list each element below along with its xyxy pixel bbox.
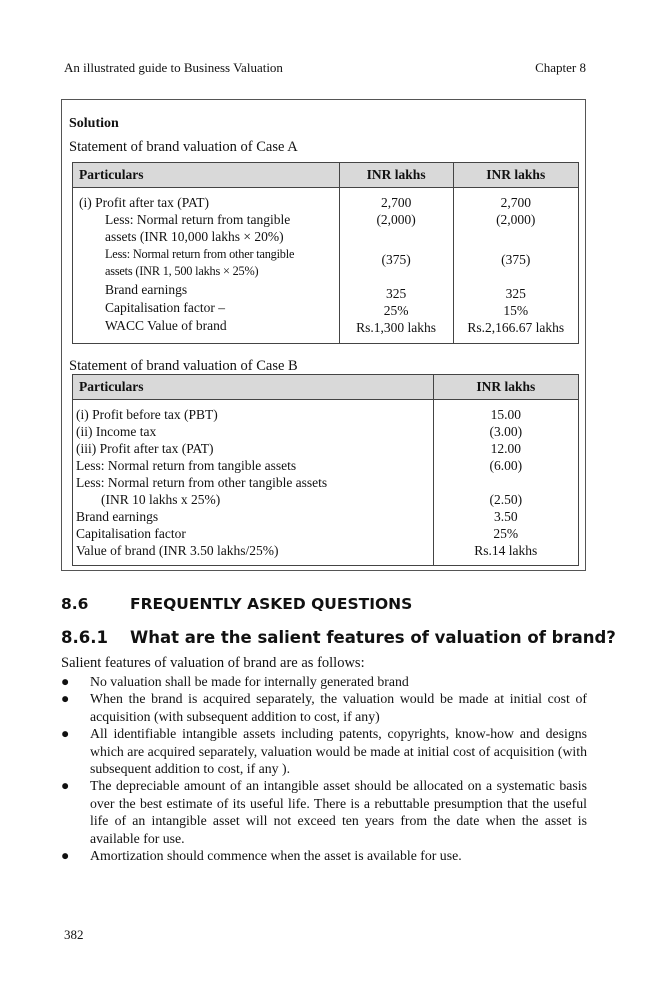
feature-list (61, 673, 587, 864)
case-a-row-label: (i) Profit after tax (PAT) (79, 195, 209, 210)
case-a-value: 325 (386, 286, 407, 301)
solution-box (61, 99, 586, 571)
case-a-row-label: WACC Value of brand (105, 318, 227, 333)
case-a-value: Rs.2,166.67 lakhs (467, 320, 565, 335)
intro-paragraph: Salient features of valuation of brand are as follows: (61, 655, 365, 671)
bullet-icon: ● (61, 674, 70, 689)
case-b-row-label: Capitalisation factor (76, 526, 186, 541)
case-b-value: (6.00) (489, 458, 523, 473)
bullet-icon: ● (61, 691, 70, 707)
case-b-value: Rs.14 lakhs (474, 543, 538, 558)
list-item (61, 673, 587, 690)
case-b-particulars-cell (73, 405, 434, 566)
case-b-row-label: Value of brand (INR 3.50 lakhs/25%) (76, 543, 279, 558)
case-a-value: 15% (503, 303, 529, 318)
case-a-row-label: Less: Normal return from other tangible (105, 247, 295, 261)
solution-title: Solution (69, 116, 119, 131)
case-b-table (72, 374, 579, 566)
case-b-row-label: (ii) Income tax (76, 424, 157, 439)
subsection-title: What are the salient features of valuation of brand? (130, 628, 616, 647)
case-a-value: Rs.1,300 lakhs (356, 320, 437, 335)
case-b-row-label: Less: Normal return from other tangible assets (76, 475, 328, 490)
bullet-icon: ● (61, 848, 70, 864)
list-item (61, 725, 587, 777)
list-item-text: Amortization should commence when the asset is available for use. (90, 848, 462, 864)
case-b-value: 15.00 (490, 407, 521, 422)
case-b-col-particulars: Particulars (73, 375, 434, 400)
case-a-table (72, 162, 579, 344)
case-b-row-label: Less: Normal return from tangible assets (76, 458, 297, 473)
bullet-icon: ● (61, 726, 70, 742)
case-b-value: (2.50) (489, 492, 523, 507)
case-a-value: 325 (505, 286, 526, 301)
case-a-value: 25% (383, 303, 409, 318)
list-item (61, 777, 587, 847)
case-a-value: (2,000) (376, 212, 416, 227)
case-a-col-particulars: Particulars (73, 163, 340, 188)
case-a-row-label: assets (INR 10,000 lakhs × 20%) (105, 229, 284, 244)
list-item (61, 847, 587, 864)
case-b-row-label: (iii) Profit after tax (PAT) (76, 441, 214, 456)
case-a-value: (2,000) (496, 212, 536, 227)
case-b-title: Statement of brand valuation of Case B (69, 358, 298, 374)
case-a-values-col2 (453, 193, 578, 344)
case-a-row-label: Brand earnings (105, 282, 188, 297)
section-title: FREQUENTLY ASKED QUESTIONS (130, 595, 413, 613)
case-a-row-label: assets (INR 1, 500 lakhs × 25%) (105, 264, 259, 278)
list-item-text: All identifiable intangible assets including patents, copyrights, know-how and designs which are acquired separately, valuation would be made at initial cost of acquisition (with subsequent addition to cost, if any ). (90, 726, 587, 777)
case-a-value: (375) (381, 252, 411, 267)
case-a-title: Statement of brand valuation of Case A (69, 139, 298, 155)
case-a-col-inr-2: INR lakhs (453, 163, 578, 188)
case-b-value: 12.00 (490, 441, 521, 456)
case-b-row-label: (i) Profit before tax (PBT) (76, 407, 218, 422)
case-a-value: 2,700 (380, 195, 412, 210)
case-a-col-inr-1: INR lakhs (339, 163, 453, 188)
case-a-values-col1 (339, 193, 453, 344)
case-b-col-inr: INR lakhs (433, 375, 578, 400)
bullet-icon: ● (61, 778, 70, 794)
case-a-row-label: Capitalisation factor – (105, 300, 225, 315)
case-b-value: (3.00) (489, 424, 523, 439)
list-item (61, 690, 587, 725)
running-header-title: An illustrated guide to Business Valuation (64, 60, 283, 75)
case-b-row-label: Brand earnings (76, 509, 159, 524)
list-item-text: No valuation shall be made for internally generated brand (90, 674, 409, 689)
subsection-number: 8.6.1 (61, 628, 108, 647)
case-a-value: (375) (501, 252, 531, 267)
list-item-text: When the brand is acquired separately, the valuation would be made at initial cost of acquisition (with subsequent addition to cost, if any) (90, 691, 587, 724)
list-item-text: The depreciable amount of an intangible asset should be allocated on a systematic basis over the best estimate of its useful life. There is a rebuttable presumption that the useful life of an intangible asset will not exceed ten years from the date when the asset is available for use. (90, 778, 587, 846)
case-b-value: 25% (493, 526, 519, 541)
case-b-row-label: (INR 10 lakhs x 25%) (101, 492, 221, 507)
case-b-value: 3.50 (493, 509, 518, 524)
page-number: 382 (64, 927, 84, 942)
case-a-value: 2,700 (500, 195, 531, 210)
section-number: 8.6 (61, 595, 89, 613)
case-b-values-col (433, 405, 578, 566)
case-a-particulars-cell (73, 193, 340, 344)
running-header-chapter: Chapter 8 (535, 60, 586, 75)
case-a-row-label: Less: Normal return from tangible (105, 212, 291, 227)
